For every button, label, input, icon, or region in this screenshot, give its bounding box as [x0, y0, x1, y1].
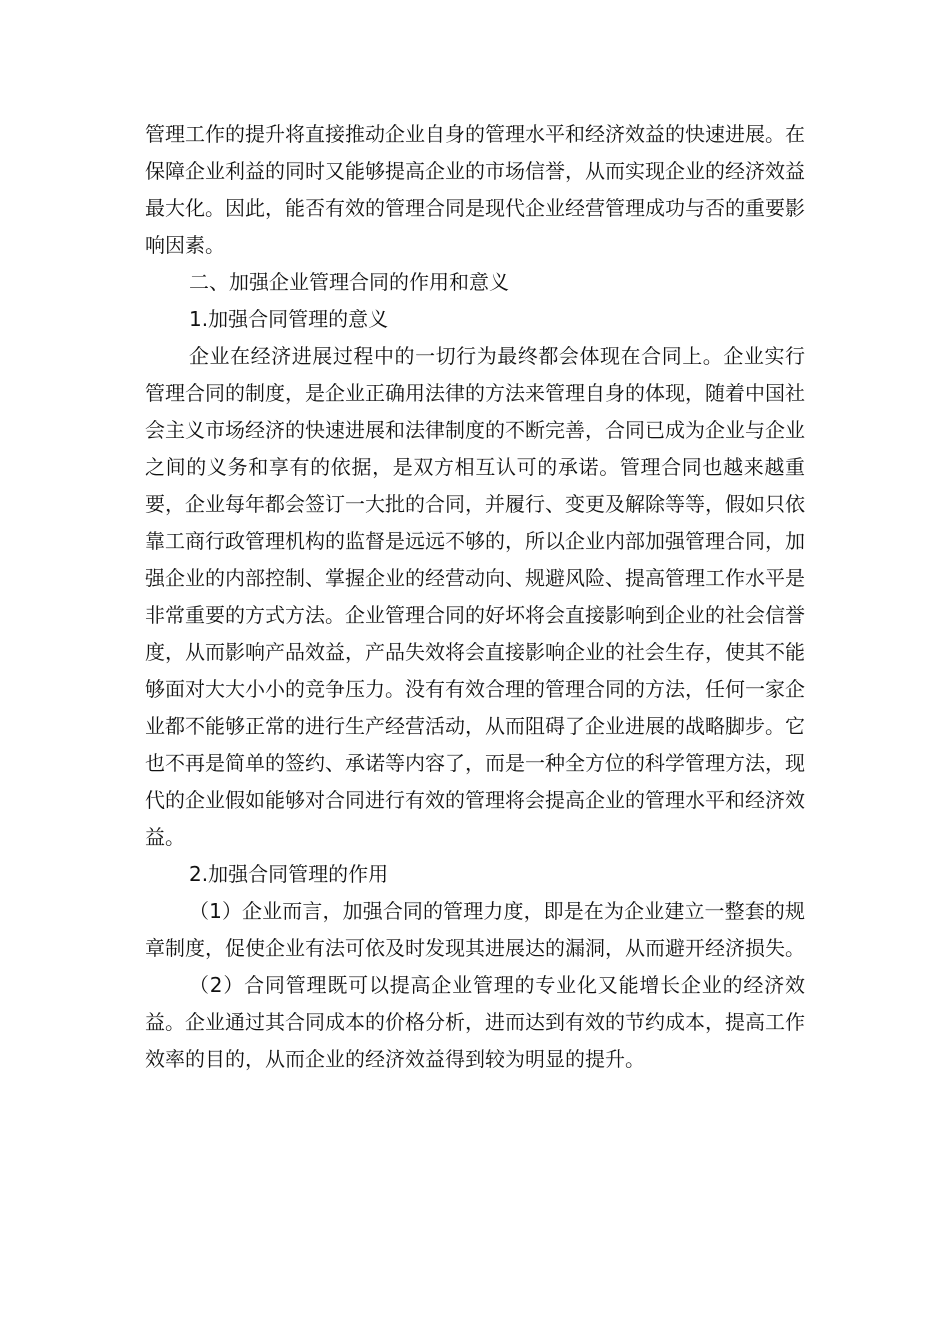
subsection-heading-role: 2.加强合同管理的作用 [189, 862, 389, 886]
section-heading: 二、加强企业管理合同的作用和意义 [189, 270, 509, 294]
paragraph-significance: 企业在经济进展过程中的一切行为最终都会体现在合同上。企业实行管理合同的制度，是企业正确用法律的方法来管理自身的体现，随着中国社会主义市场经济的快速进展和法律制度的不断完善，合同已成为企业与企业之间的义务和享有的依据，是双方相互认可的承诺。管理合同也越来越重要，企业每年都会签订一大批的合同，并履行、变更及解除等等，假如只依靠工商行政管理机构的监督是远远不够的，所以企业内部加强管理合同，加强企业的内部控制、掌握企业的经营动向、规避风险、提高管理工作水平是非常重要的方式方法。企业管理合同的好坏将会直接影响到企业的社会信誉度，从而影响产品效益，产品失效将会直接影响企业的社会生存，使其不能够面对大大小小的竞争压力。没有有效合理的管理合同的方法，任何一家企业都不能够正常的进行生产经营活动，从而阻碍了企业进展的战略脚步。它也不再是简单的签约、承诺等内容了，而是一种全方位的科学管理方法，现代的企业假如能够对合同进行有效的管理将会提高企业的管理水平和经济效益。 [145, 344, 805, 849]
paragraph-continuation: 管理工作的提升将直接推动企业自身的管理水平和经济效益的快速进展。在保障企业利益的同时又能够提高企业的市场信誉，从而实现企业的经济效益最大化。因此，能否有效的管理合同是现代企业经营管理成功与否的重要影响因素。 [145, 122, 805, 257]
subsection-heading-significance: 1.加强合同管理的意义 [189, 307, 389, 331]
document-body [145, 116, 805, 1078]
paragraph-role-2: （2）合同管理既可以提高企业管理的专业化又能增长企业的经济效益。企业通过其合同成本的价格分析，进而达到有效的节约成本，提高工作效率的目的，从而企业的经济效益得到较为明显的提升。 [145, 973, 805, 1071]
paragraph-role-1: （1）企业而言，加强合同的管理力度，即是在为企业建立一整套的规章制度，促使企业有法可依及时发现其进展达的漏洞，从而避开经济损失。 [145, 899, 805, 960]
